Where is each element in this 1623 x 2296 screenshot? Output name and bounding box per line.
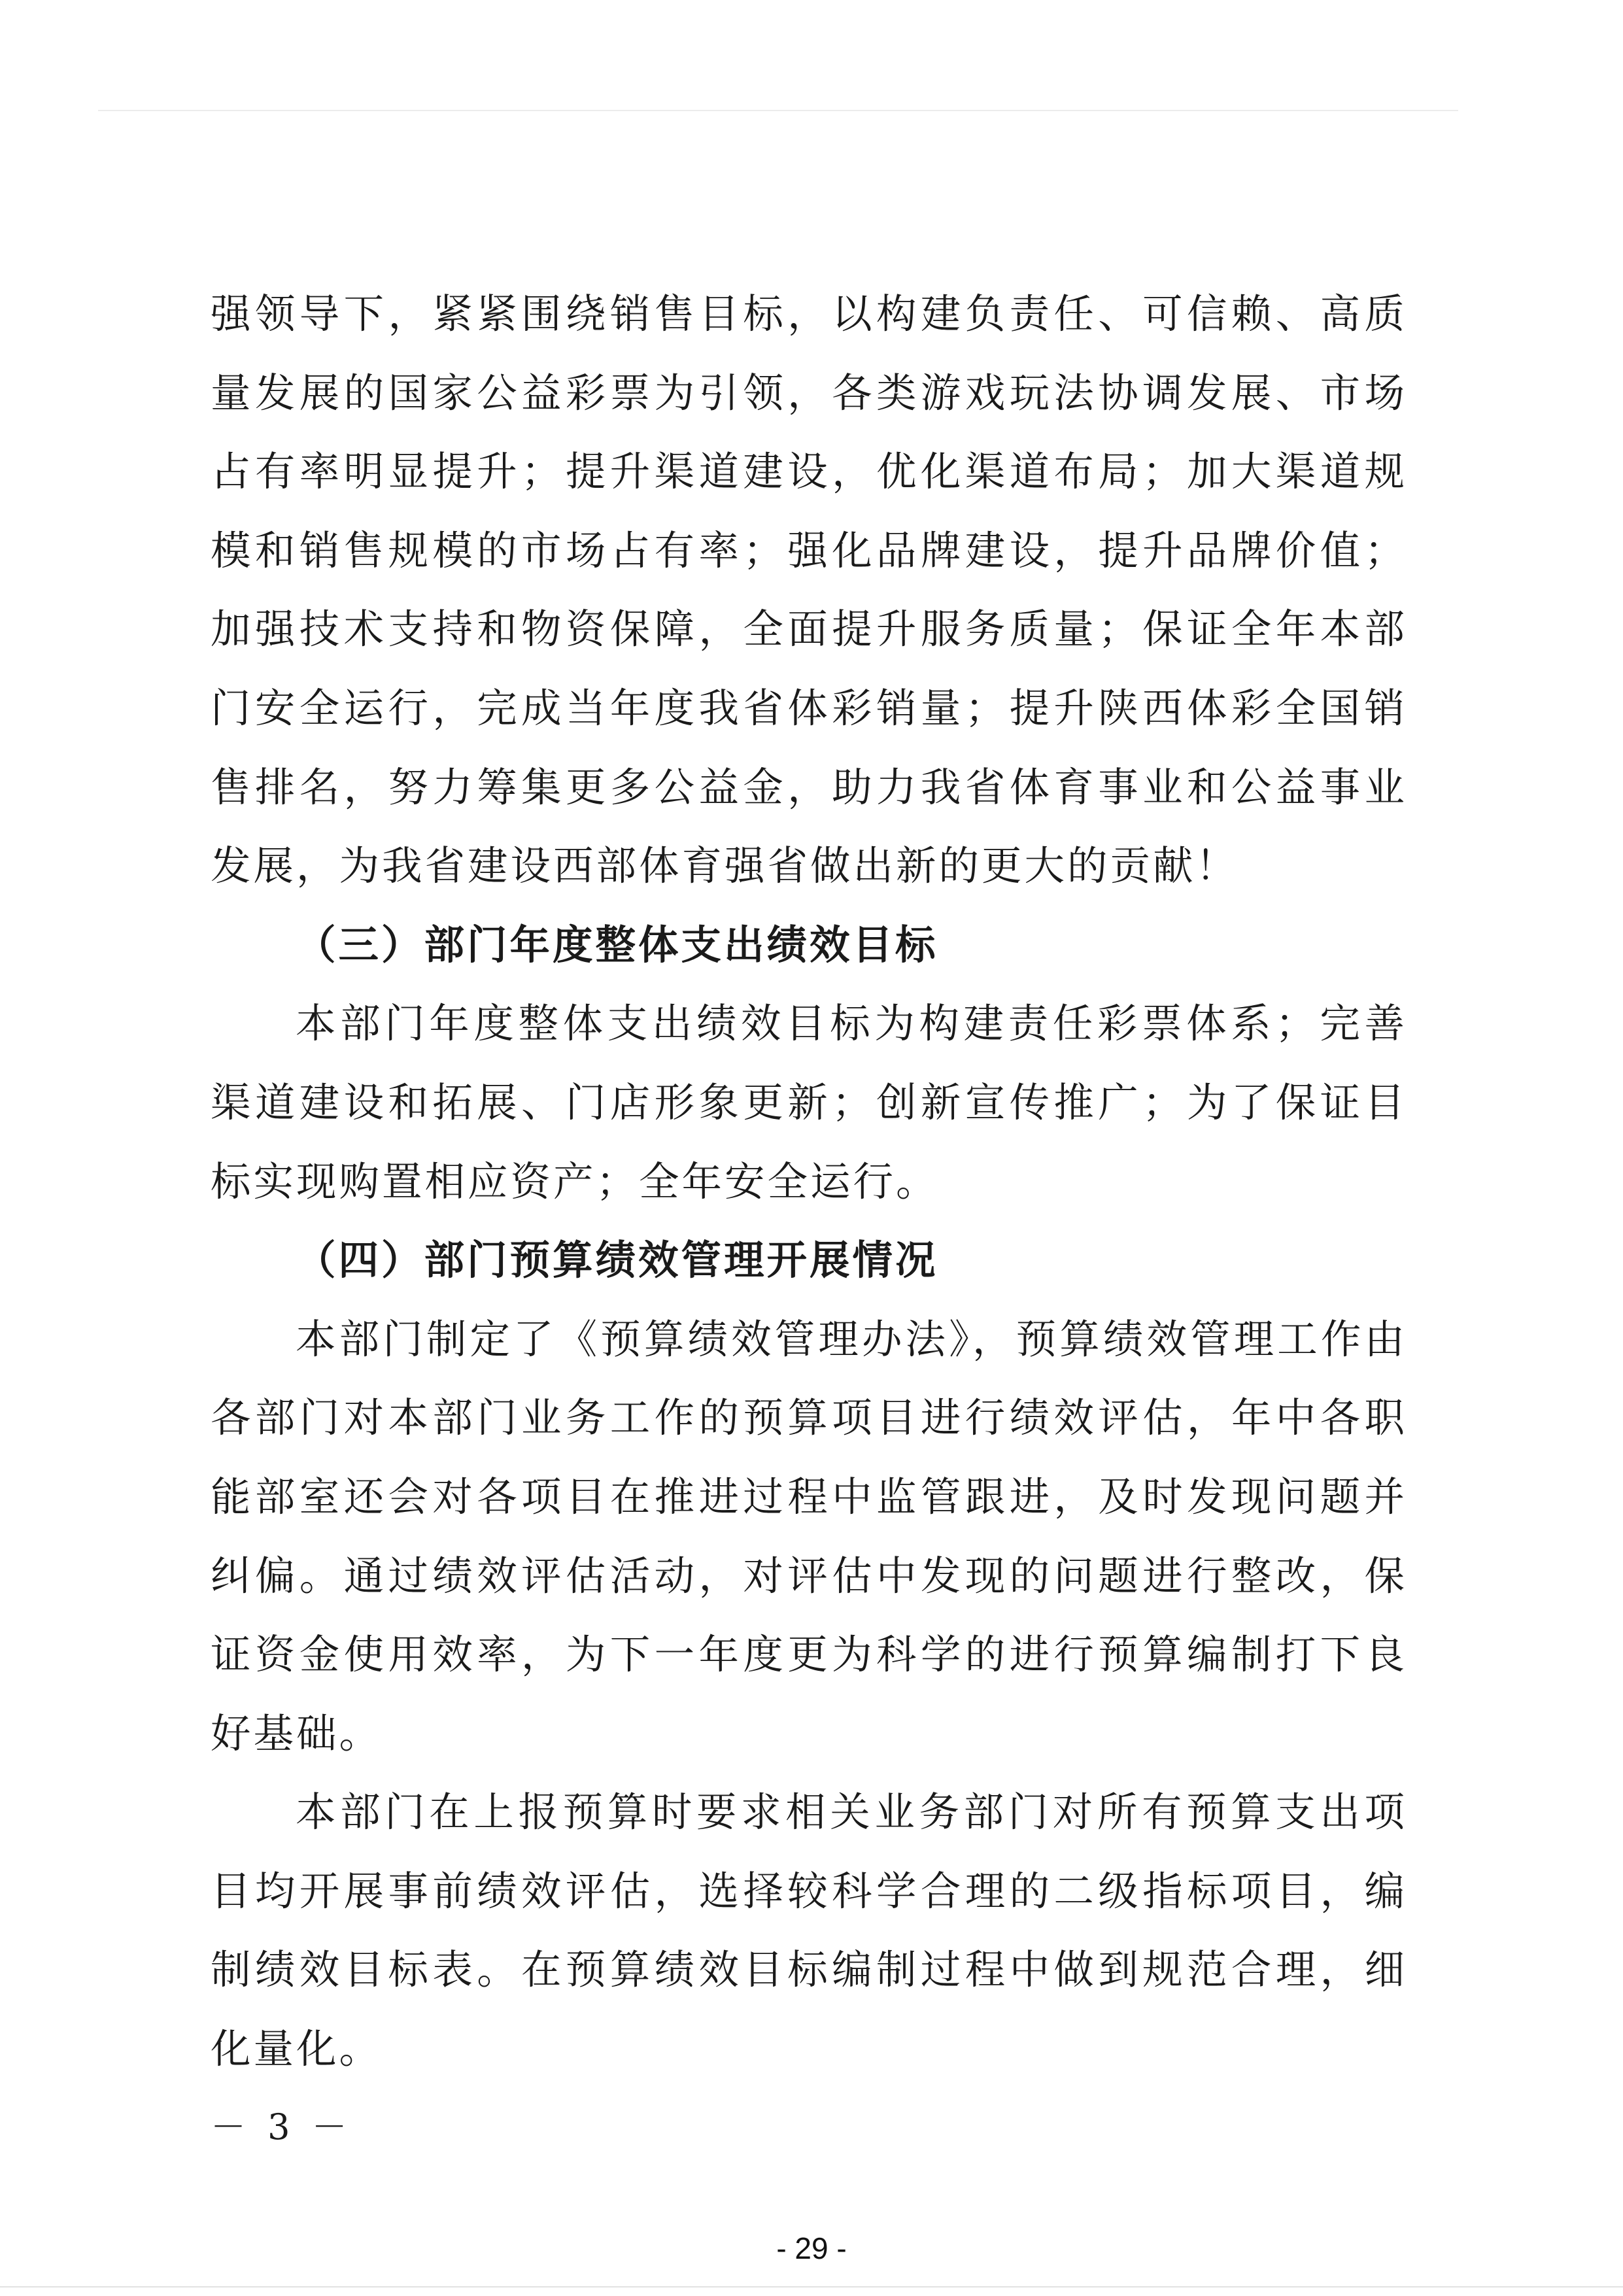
section-heading-4: （四）部门预算绩效管理开展情况 — [296, 1237, 938, 1284]
paragraph-management: 本部门制定了《预算绩效管理办法》，预算绩效管理工作由各部门对本部门业务工作的预算项目进行绩效评估，年中各职能部室还会对各项目在推进过程中监管跟进，及时发现问题并纠偏。通过绩效评估活动，对评估中发现的问题进行整改，保证资金使用效率，为下一年度更为科学的进行预算编制打下良好基础。 — [211, 1315, 1407, 1757]
paragraph-continuation: 强领导下，紧紧围绕销售目标，以构建负责任、可信赖、高质量发展的国家公益彩票为引领，各类游戏玩法协调发展、市场占有率明显提升；提升渠道建设，优化渠道布局；加大渠道规模和销售规模的市场占有率；强化品牌建设，提升品牌价值；加强技术支持和物资保障，全面提升服务质量；保证全年本部门安全运行，完成当年度我省体彩销量；提升陕西体彩全国销售排名，努力筹集更多公益金，助力我省体育事业和公益事业发展，为我省建设西部体育强省做出新的更大的贡献！ — [211, 290, 1407, 890]
document-body — [211, 275, 1407, 2089]
bottom-rule — [0, 2286, 1623, 2287]
outer-page-number: - 29 - — [776, 2231, 847, 2265]
section-heading-3: （三）部门年度整体支出绩效目标 — [296, 921, 938, 968]
paragraph-budget-reporting: 本部门在上报预算时要求相关业务部门对所有预算支出项目均开展事前绩效评估，选择较科学合理的二级指标项目，编制绩效目标表。在预算绩效目标编制过程中做到规范合理，细化量化。 — [211, 1789, 1407, 2073]
inner-page-number: － 3 － — [211, 2106, 352, 2148]
top-rule — [98, 110, 1458, 111]
paragraph-performance-goals: 本部门年度整体支出绩效目标为构建责任彩票体系；完善渠道建设和拓展、门店形象更新；创新宣传推广；为了保证目标实现购置相应资产；全年安全运行。 — [211, 1000, 1407, 1205]
